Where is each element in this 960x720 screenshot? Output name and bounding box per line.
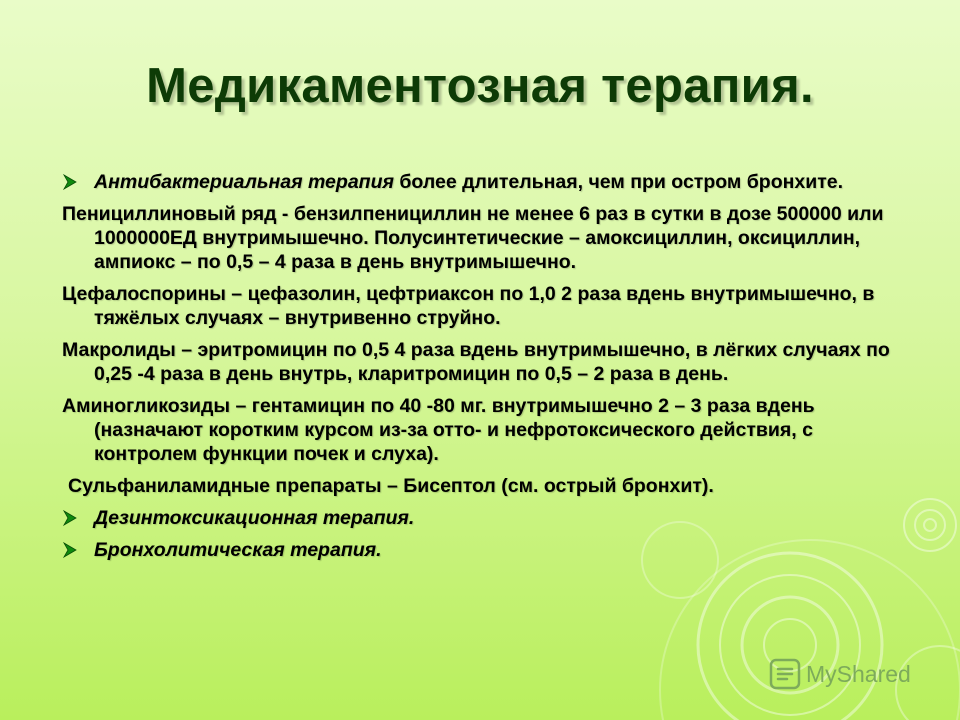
detox-heading: Дезинтоксикационная терапия.	[94, 507, 415, 529]
paragraph-penicillin: Пенициллиновый ряд - бензилпенициллин не менее 6 раз в сутки в дозе 500000 или 1000000ЕД внутримышечно. Полусинтетические – амоксициллин, оксициллин, ампиокс – по 0,5 – 4 раза в день внутримышечно.	[62, 203, 884, 273]
arrowhead-bullet-icon	[62, 542, 78, 558]
list-item-bronchodilator	[62, 538, 907, 562]
list-item-antibacterial	[62, 170, 907, 194]
watermark-text: MyShared	[806, 660, 911, 687]
paragraph-cephalosporins: Цефалоспорины – цефазолин, цефтриаксон по 1,0 2 раза вдень внутримышечно, в тяжёлых случаях – внутривенно струйно.	[62, 283, 875, 329]
arrowhead-bullet-icon	[62, 510, 78, 526]
paragraph-macrolides: Макролиды – эритромицин по 0,5 4 раза вдень внутримышечно, в лёгких случаях по 0,25 -4 раза в день внутрь, кларитромицин по 0,5 – 2 раза в день.	[62, 339, 890, 385]
antibacterial-text: более длительная, чем при остром бронхите.	[393, 171, 844, 193]
bronchodilator-heading: Бронхолитическая терапия.	[94, 539, 382, 561]
paragraph-sulfonamides: Сульфаниламидные препараты – Бисептол (см. острый бронхит).	[68, 475, 714, 497]
watermark	[768, 656, 911, 692]
slide-body	[62, 170, 907, 570]
myshared-logo-icon	[768, 657, 802, 691]
arrowhead-bullet-icon	[62, 174, 78, 190]
slide-title: Медикаментозная терапия.	[146, 59, 814, 113]
paragraph-aminoglycosides: Аминогликозиды – гентамицин по 40 -80 мг. внутримышечно 2 – 3 раза вдень (назначают коротким курсом из-за отто- и нефротоксического действия, с контролем функции почек и слуха).	[62, 395, 815, 465]
list-item-detox	[62, 506, 907, 530]
antibacterial-heading: Антибактериальная терапия	[94, 171, 394, 193]
